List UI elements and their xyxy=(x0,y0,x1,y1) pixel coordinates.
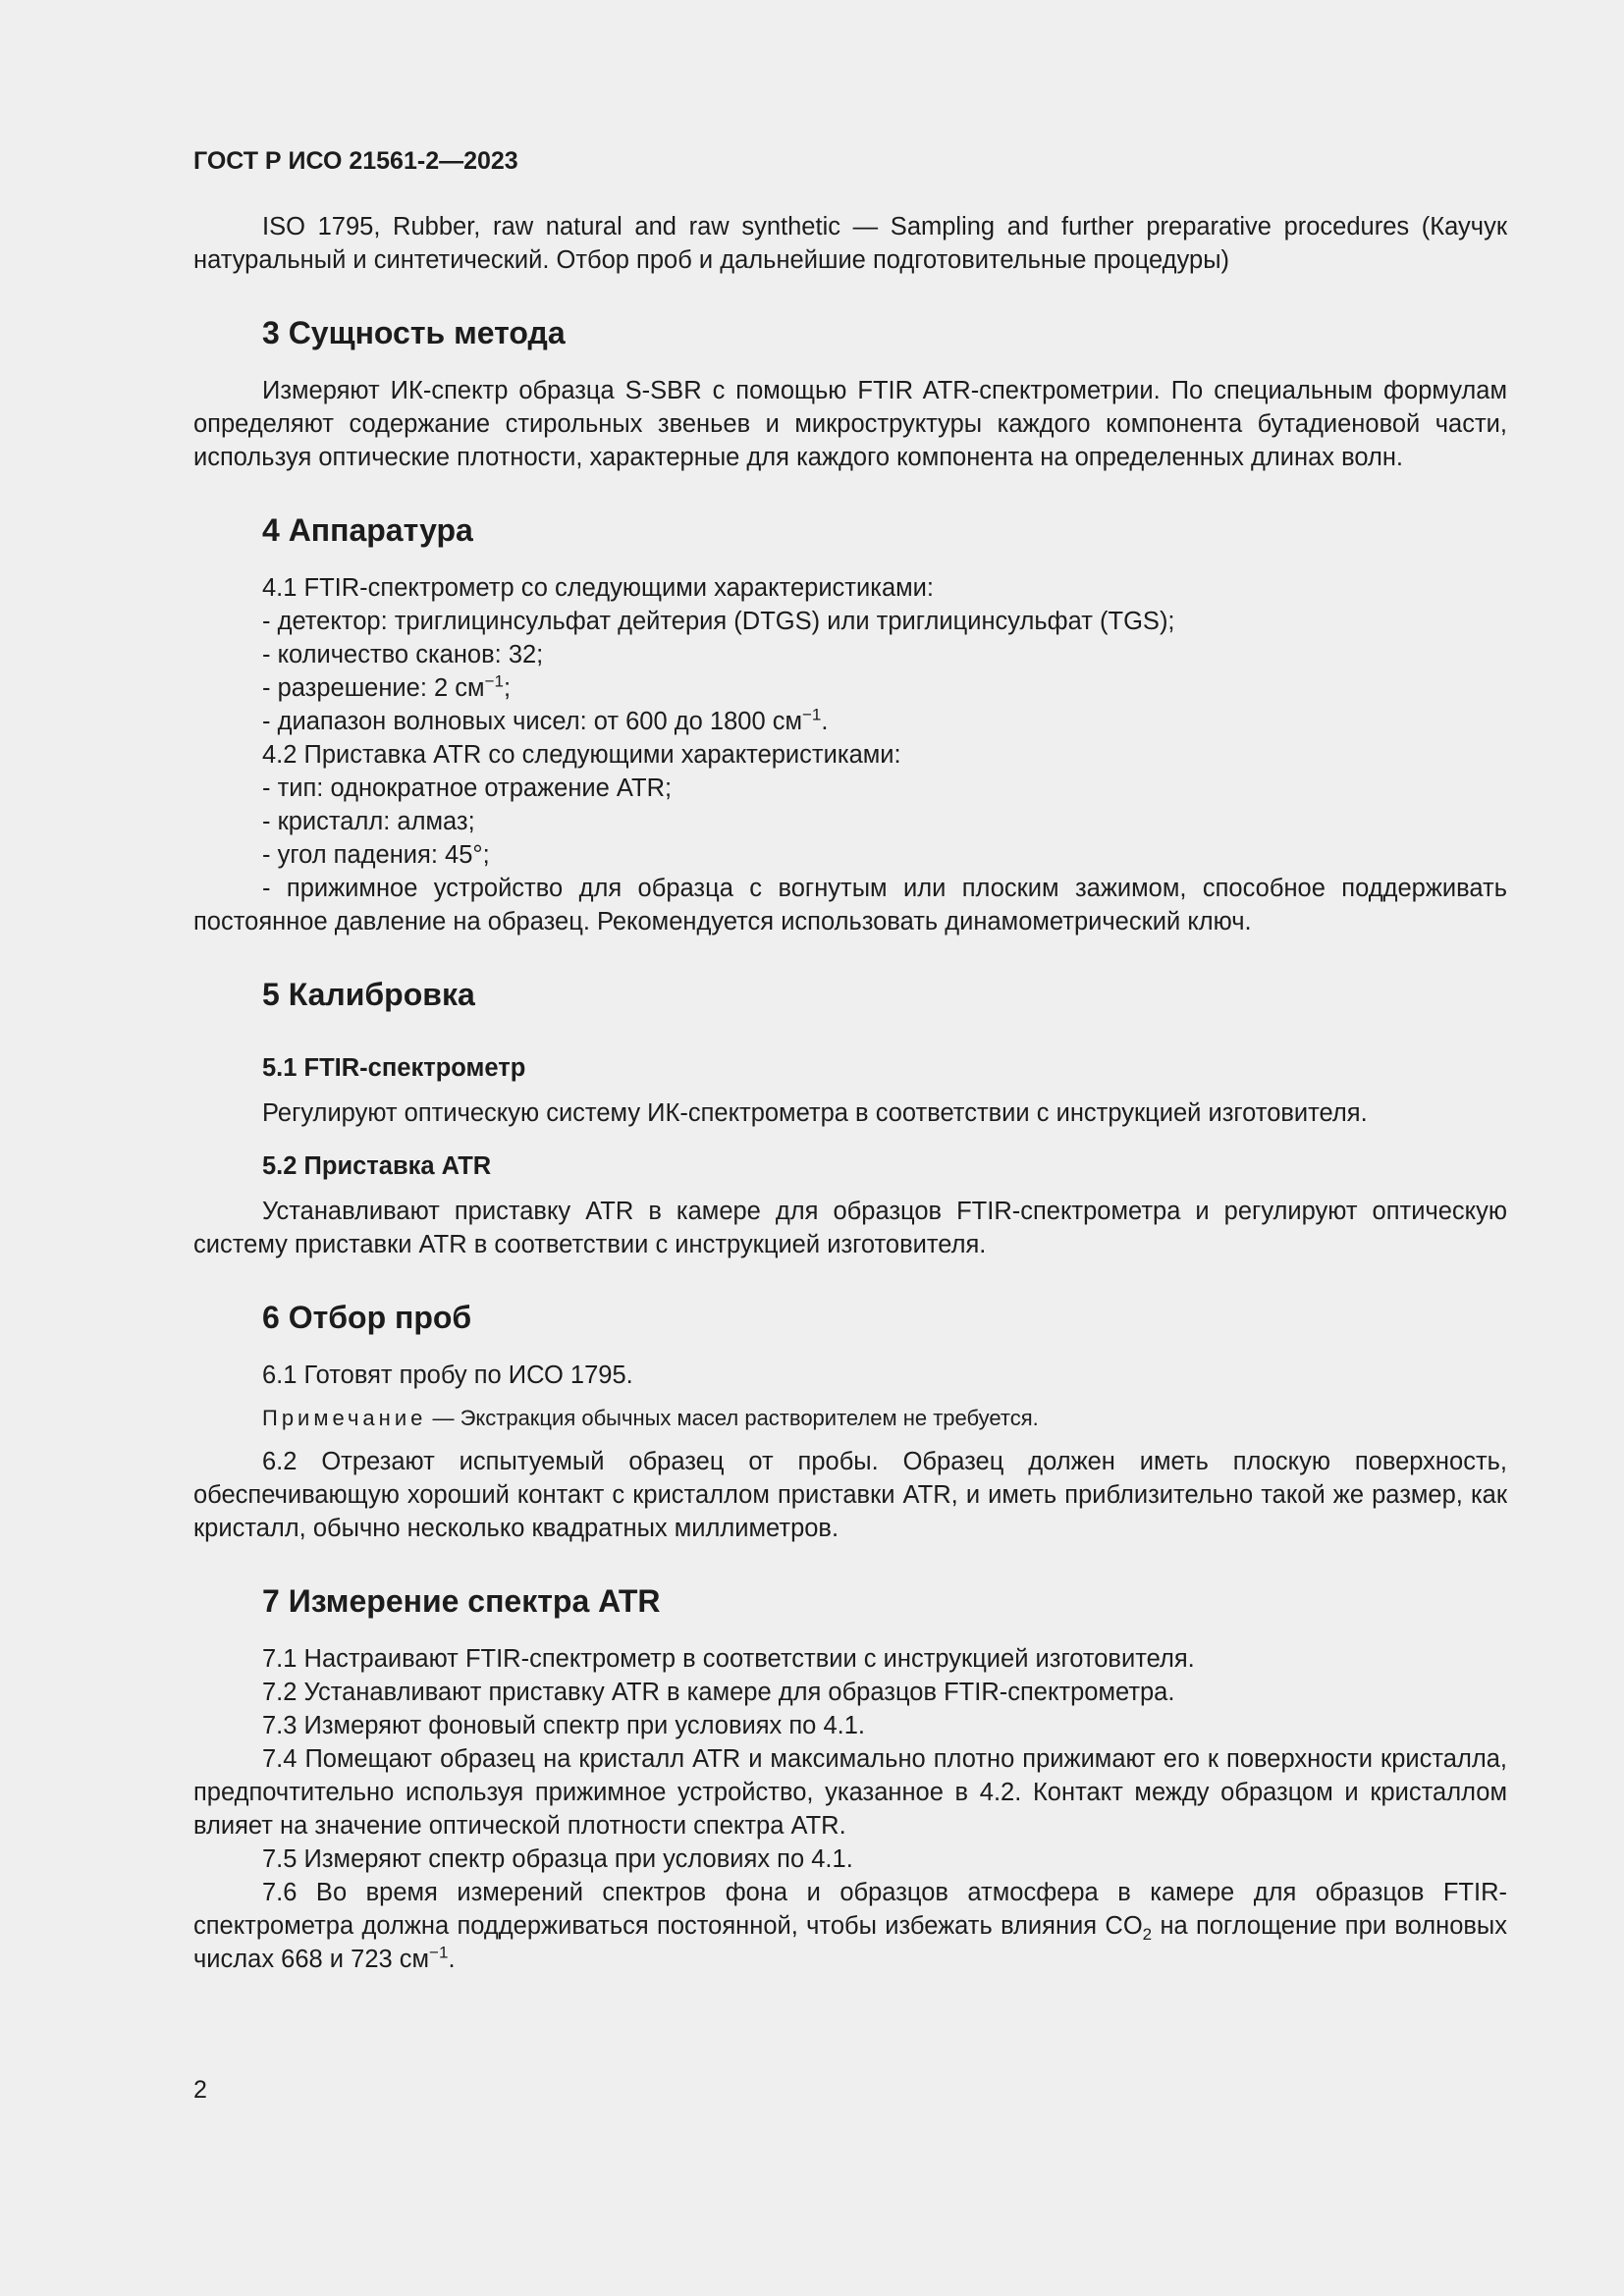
list-item: - прижимное устройство для образца с вогнутым или плоским зажимом, способное поддерживать постоянное давление на образец. Рекомендуется использовать динамометрический ключ. xyxy=(193,875,1507,935)
section-3-text: Измеряют ИК-спектр образца S-SBR с помощью FTIR ATR-спектрометрии. По специальным формулам определяют содержание стирольных звеньев и микроструктуры каждого компонента бутадиеновой части, используя оптические плотности, характерные для каждого компонента на определенных длинах волн. xyxy=(193,377,1507,471)
list-item xyxy=(193,671,1507,705)
page-content xyxy=(193,144,1507,1976)
clause-7-1: 7.1 Настраивают FTIR-спектрометр в соответствии с инструкцией изготовителя. xyxy=(262,1645,1195,1673)
list-item-text: - диапазон волновых чисел: от 600 до 1800 см xyxy=(262,708,802,735)
clause-text: на поглощение при волновых числах 668 и 723 см xyxy=(193,1912,1507,1973)
subscript: 2 xyxy=(1142,1925,1153,1945)
list-item xyxy=(193,705,1507,738)
clause-7-2: 7.2 Устанавливают приставку ATR в камере для образцов FTIR-спектрометра. xyxy=(262,1679,1175,1706)
document-header: ГОСТ Р ИСО 21561-2—2023 xyxy=(193,147,518,175)
clause-text: 7.6 Во время измерений спектров фона и образцов атмосфера в камере для образцов FTIR-спектрометра должна поддерживаться постоянной, чтобы избежать влияния CO xyxy=(193,1879,1507,1940)
list-item: - количество сканов: 32; xyxy=(262,641,544,668)
reference-paragraph: ISO 1795, Rubber, raw natural and raw synthetic — Sampling and further preparative procedures (Каучук натуральный и синтетический. Отбор проб и дальнейшие подготовительные процедуры) xyxy=(193,213,1507,274)
list-item-text: . xyxy=(821,708,829,735)
subsection-5-1-text: Регулируют оптическую систему ИК-спектрометра в соответствии с инструкцией изготовителя. xyxy=(262,1099,1368,1127)
subsection-5-1-title: 5.1 FTIR-спектрометр xyxy=(262,1054,526,1082)
superscript: −1 xyxy=(802,705,822,724)
list-item: - кристалл: алмаз; xyxy=(262,808,475,835)
section-4-title: 4 Аппаратура xyxy=(262,512,473,548)
section-6-title: 6 Отбор проб xyxy=(262,1300,472,1335)
clause-4-1: 4.1 FTIR-спектрометр со следующими характеристиками: xyxy=(262,574,934,602)
list-item: - детектор: триглицинсульфат дейтерия (DTGS) или триглицинсульфат (TGS); xyxy=(262,608,1175,635)
section-5-title: 5 Калибровка xyxy=(262,977,475,1012)
list-item: - тип: однократное отражение ATR; xyxy=(262,774,673,802)
clause-7-4: 7.4 Помещают образец на кристалл ATR и максимально плотно прижимают его к поверхности кристалла, предпочтительно используя прижимное устройство, указанное в 4.2. Контакт между образцом и кристаллом влияет на значение оптической плотности спектра ATR. xyxy=(193,1745,1507,1840)
list-item-text: - разрешение: 2 см xyxy=(262,674,485,702)
clause-text: . xyxy=(448,1946,456,1973)
page-number: 2 xyxy=(193,2076,207,2104)
clause-7-6 xyxy=(193,1876,1507,1976)
section-3-title: 3 Сущность метода xyxy=(262,315,566,350)
superscript: −1 xyxy=(429,1943,449,1962)
superscript: −1 xyxy=(484,671,504,691)
section-7-title: 7 Измерение спектра ATR xyxy=(262,1583,661,1619)
clause-7-3: 7.3 Измеряют фоновый спектр при условиях по 4.1. xyxy=(262,1712,865,1739)
note-text: — Экстракция обычных масел растворителем не требуется. xyxy=(426,1406,1039,1430)
subsection-5-2-title: 5.2 Приставка ATR xyxy=(262,1152,492,1180)
clause-6-1: 6.1 Готовят пробу по ИСО 1795. xyxy=(262,1362,633,1389)
subsection-5-2-text: Устанавливают приставку ATR в камере для образцов FTIR-спектрометра и регулируют оптическую систему приставки ATR в соответствии с инструкцией изготовителя. xyxy=(193,1198,1507,1258)
clause-6-2: 6.2 Отрезают испытуемый образец от пробы. Образец должен иметь плоскую поверхность, обеспечивающую хороший контакт с кристаллом приставки ATR, и иметь приблизительно такой же размер, как кристалл, обычно несколько квадратных миллиметров. xyxy=(193,1448,1507,1542)
note xyxy=(193,1402,1507,1435)
clause-4-2: 4.2 Приставка ATR со следующими характеристиками: xyxy=(262,741,901,769)
list-item: - угол падения: 45°; xyxy=(262,841,490,869)
clause-7-5: 7.5 Измеряют спектр образца при условиях по 4.1. xyxy=(262,1845,853,1873)
note-label: Примечание xyxy=(262,1406,427,1430)
list-item-text: ; xyxy=(503,674,512,702)
